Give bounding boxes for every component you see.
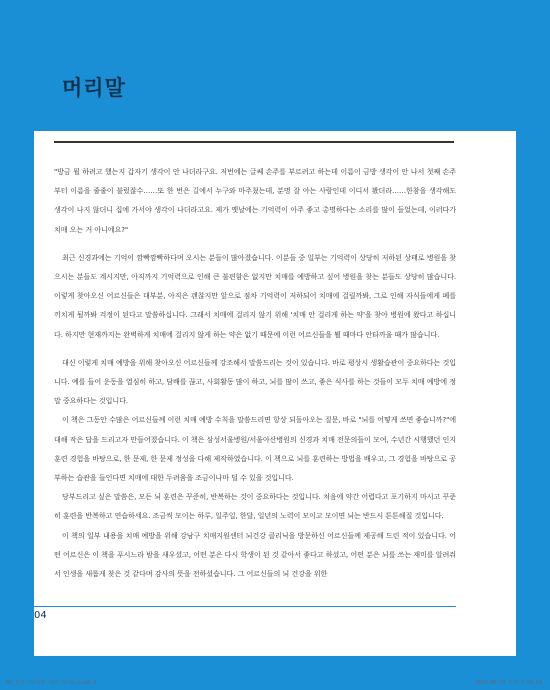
page-number: 04 — [34, 610, 47, 621]
paragraph-6: 이 책의 일부 내용을 치매 예방을 위해 강남구 치매지원센터 뇌건강 클리닉을 방문하신 어르신들께 제공해 드린 적이 있습니다. 어떤 어르신은 이 책을 푸시느라 밤을 새우셨고, 어떤 분은 다시 학생이 된 것 같아서 좋다고 하셨고, 어떤 분은 뇌를 쓰는 재미를 알려줘서 인생을 새롭게 찾은 것 같다며 감사의 뜻을 전하셨습니다. 그 어르신들의 뇌 건강을 위한 — [54, 530, 456, 579]
title-band — [34, 36, 516, 131]
print-slug-right: 2018-06-29 오후 1:54:54 — [475, 680, 542, 686]
title-rule — [54, 141, 454, 143]
print-slug-left: 00_본문 (뇌자영 내선_이나보.indd 4 — [6, 680, 97, 686]
body-text — [54, 162, 456, 583]
paragraph-2: 최근 신경과에는 기억이 깜빡깜빡하다며 오시는 분들이 많아졌습니다. 이분들 중 일부는 기억력이 상당히 저하된 상태로 병원을 찾으시는 분들도 계시지만, 아직까지 기억력으로 인해 큰 불편함은 없지만 치매를 예방하고 싶어 병원을 찾는 분들도 상당히 많습니다. 이렇게 찾아오신 어르신들은 대부분, 아직은 괜찮지만 앞으로 점차 기억력이 저하되어 치매에 걸릴까봐, 그로 인해 자식들에게 폐를 끼치게 될까봐 걱정이 된다고 말씀하십니다. 그래서 치매에 걸리지 않기 위해 '치매 안 걸리게 하는 약'을 찾아 병원에 왔다고 하십니다. 하지만 현재까지는 완벽하게 치매에 걸리지 않게 하는 약은 없기 때문에 이런 어르신들을 뵐 때마다 안타까울 때가 많습니다. — [54, 252, 456, 339]
page-title: 머리말 — [62, 76, 126, 100]
paragraph-5: 당부드리고 싶은 말씀은, 모든 뇌 훈련은 꾸준히, 반복하는 것이 중요하다는 것입니다. 처음에 약간 어렵다고 포기하지 마시고 꾸준히 훈련을 반복하고 연습하세요. 조금씩 모이는 하루, 일주일, 한달, 일년의 노력이 모이고 모이면 뇌는 반드시 튼튼해질 것입니다. — [54, 492, 456, 521]
paragraph-4: 이 책은 그동안 수많은 어르신들께 이런 치매 예방 수칙을 말씀드리면 항상 되돌아오는 질문, 바로 "뇌를 어떻게 쓰면 좋습니까?"에 대해 작은 답을 드리고자 만들어졌습니다. 이 책은 삼성서울병원/서울아산병원의 신경과 치매 전문의들이 모여, 수년간 시행했던 인지 훈련 경험을 바탕으로, 한 문제, 한 문제 정성을 다해 제작하였습니다. 이 책으로 뇌를 훈련하는 방법을 배우고, 그 경험을 바탕으로 공부하는 습관을 들인다면 치매에 대한 두려움을 조금이나마 덜 수 있을 것입니다. — [54, 415, 456, 483]
paragraph-3: 대신 이렇게 치매 예방을 위해 찾아오신 어르신들께 강조해서 말씀드리는 것이 있습니다. 바로 평상시 생활습관이 중요하다는 것입니다. 예를 들어 운동을 열심히 하고, 담배를 끊고, 사회활동 많이 하고, 뇌를 많이 쓰고, 좋은 식사를 하는 것들이 모두 치매 예방에 정말 중요하다는 것입니다. — [54, 357, 456, 406]
paragraph-1: "방금 뭘 하려고 했는지 갑자기 생각이 안 나더라구요. 저번에는 글쎄 손주를 부르려고 하는데 이름이 금방 생각이 안 나서 첫째 손주부터 이름을 줄줄이 불렀잖수……또 한 번은 길에서 누구와 마주쳤는데, 분명 잘 아는 사람인데 이디서 봤더라……한참을 생각해도 생각이 나지 않더니 집에 가서야 생각이 나더라고요. 제가 옛날에는 기억력이 아주 좋고 총명하다는 소리를 많이 들었는데, 이러다가 치매 오는 거 아니에요?" — [54, 167, 456, 234]
footer-line — [28, 606, 456, 607]
